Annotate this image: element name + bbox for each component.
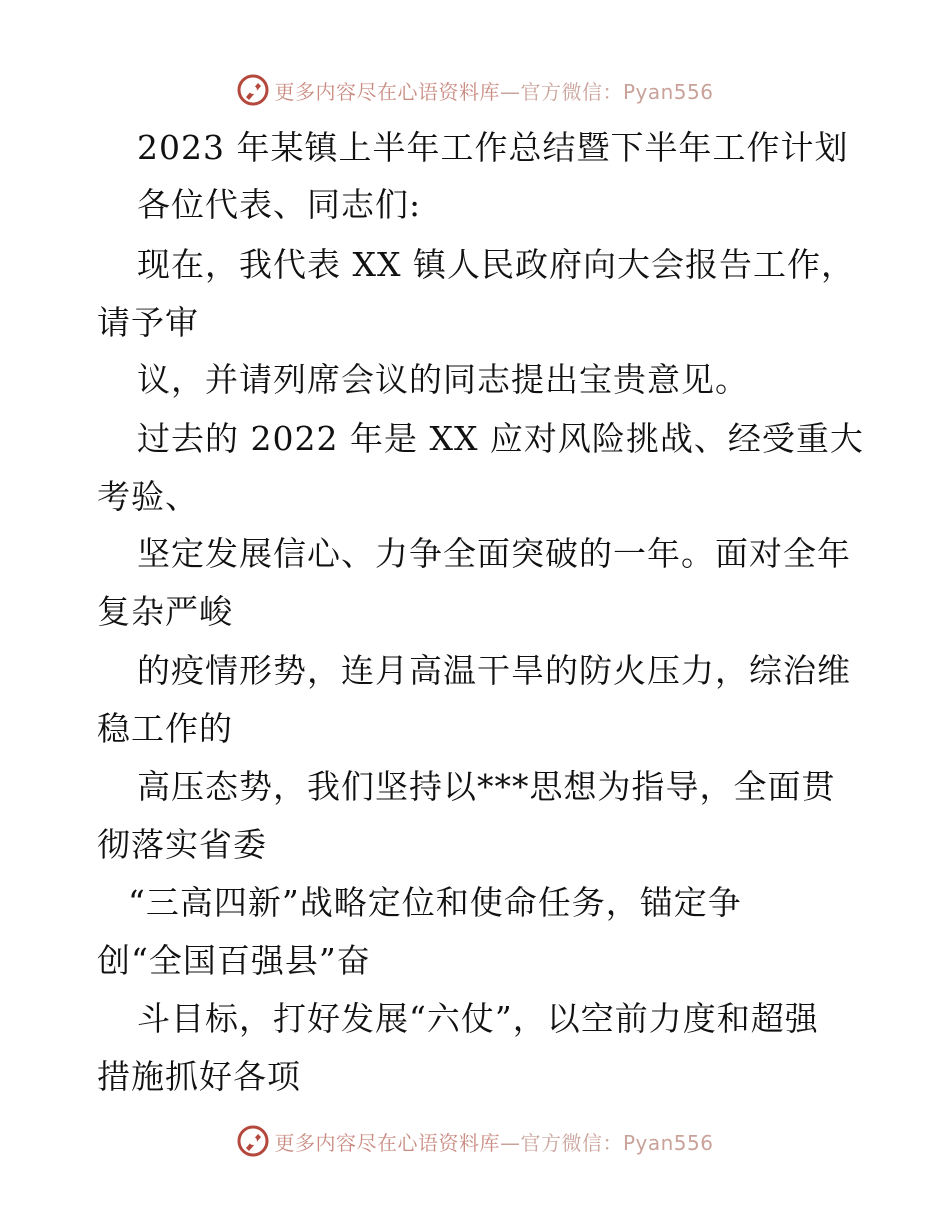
body-line: “三高四新”战略定位和使命任务，锚定争 — [128, 883, 742, 922]
body-line: 彻落实省委 — [97, 825, 267, 864]
watermark-contact: —官方微信：Pyan556 — [499, 79, 714, 104]
body-line: 复杂严峻 — [97, 592, 233, 631]
pen-seal-icon — [236, 1124, 270, 1158]
body-line: 高压态势，我们坚持以***思想为指导，全面贯 — [137, 767, 836, 806]
watermark-brand: 更多内容尽在心语资料库 — [274, 79, 500, 104]
body-line: 措施抓好各项 — [97, 1057, 301, 1096]
watermark-text — [274, 1127, 713, 1156]
body-line: 坚定发展信心、力争全面突破的一年。面对全年 — [137, 534, 851, 573]
body-line: 斗目标，打好发展“六仗”，以空前力度和超强 — [137, 999, 819, 1038]
body-line: 现在，我代表 XX 镇人民政府向大会报告工作， — [137, 245, 855, 284]
body-line: 考验、 — [97, 477, 199, 516]
document-title: 2023 年某镇上半年工作总结暨下半年工作计划 — [137, 128, 849, 167]
watermark-text — [274, 76, 713, 105]
watermark-brand: 更多内容尽在心语资料库 — [274, 1130, 500, 1155]
body-line: 稳工作的 — [97, 709, 233, 748]
pen-seal-icon — [236, 73, 270, 107]
watermark-contact: —官方微信：Pyan556 — [499, 1130, 714, 1155]
body-line: 请予审 — [97, 303, 199, 342]
salutation-line: 各位代表、同志们: — [137, 185, 422, 224]
body-line: 的疫情形势，连月高温干旱的防火压力，综治维 — [137, 651, 851, 690]
footer-watermark — [0, 1121, 950, 1161]
body-line: 议，并请列席会议的同志提出宝贵意见。 — [137, 360, 749, 399]
body-line: 过去的 2022 年是 XX 应对风险挑战、经受重大 — [137, 419, 864, 458]
header-watermark — [0, 70, 950, 110]
body-line: 创“全国百强县”奋 — [97, 941, 371, 980]
